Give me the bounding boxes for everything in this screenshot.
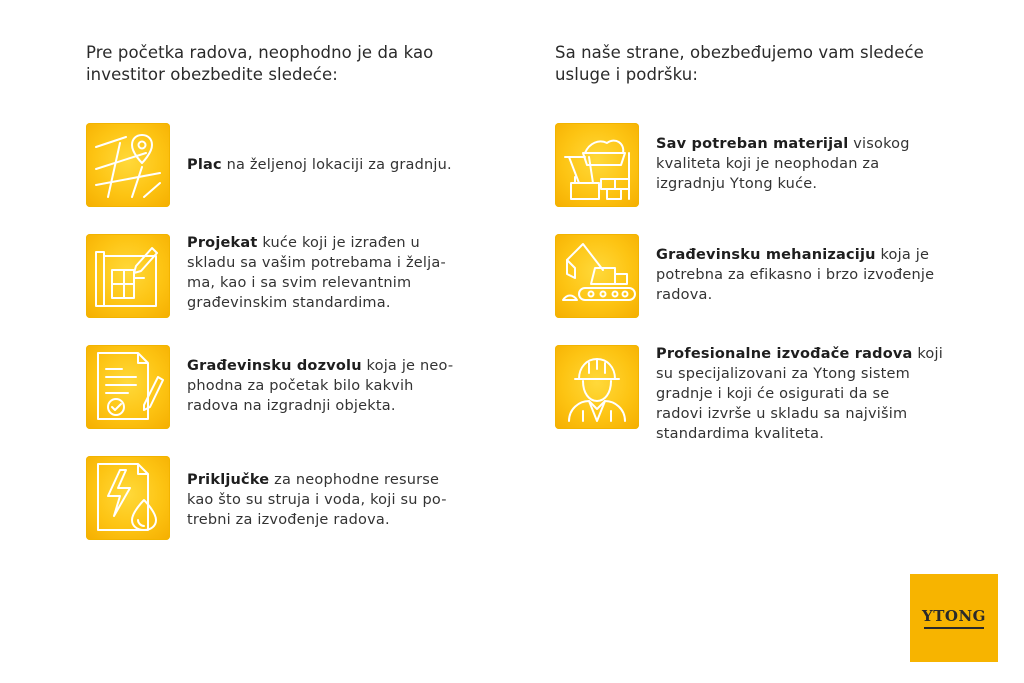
item-line: izgradnju Ytong kuće. xyxy=(656,176,818,192)
permit-document-icon xyxy=(86,345,170,429)
item-line: su specijalizovani za Ytong sistem xyxy=(656,366,910,382)
item-bold: Građevinsku mehanizaciju xyxy=(656,247,876,263)
item-bold: Plac xyxy=(187,157,222,173)
item-text xyxy=(656,245,934,305)
item-line: ma, kao i sa svim relevantnim xyxy=(187,275,412,291)
item-text xyxy=(187,233,446,313)
item-line: radova. xyxy=(656,287,713,303)
item-bold: Projekat xyxy=(187,235,258,251)
item-line: radova na izgradnji objekta. xyxy=(187,398,396,414)
item-bold: Građevinsku dozvolu xyxy=(187,358,362,374)
item-rest: koja je neo- xyxy=(361,358,454,374)
right-heading xyxy=(555,42,924,86)
item-bold: Profesionalne izvođače radova xyxy=(656,346,913,362)
excavator-icon xyxy=(555,234,639,318)
item-bold: Sav potreban materijal xyxy=(656,136,849,152)
blueprint-icon xyxy=(86,234,170,318)
item-text xyxy=(187,155,452,175)
left-heading xyxy=(86,42,433,86)
item-line: trebni za izvođenje radova. xyxy=(187,512,390,528)
item-line: gradnje i koji će osigurati da se xyxy=(656,386,890,402)
item-rest: kuće koji je izrađen u xyxy=(257,235,420,251)
item-rest: koja je xyxy=(875,247,930,263)
logo-text: YTONG xyxy=(922,607,986,625)
building-materials-icon xyxy=(555,123,639,207)
right-heading-line-1: Sa naše strane, obezbeđujemo vam sledeće xyxy=(555,43,924,62)
item-rest: na željenoj lokaciji za gradnju. xyxy=(221,157,452,173)
item-text xyxy=(187,356,453,416)
item-bold: Priključke xyxy=(187,472,270,488)
electricity-water-icon xyxy=(86,456,170,540)
item-line: phodna za početak bilo kakvih xyxy=(187,378,414,394)
item-line: kvaliteta koji je neophodan za xyxy=(656,156,880,172)
left-heading-line-1: Pre početka radova, neophodno je da kao xyxy=(86,43,434,62)
ytong-logo xyxy=(910,574,998,662)
map-pin-icon xyxy=(86,123,170,207)
item-line: radovi izvrše u skladu sa najvišim xyxy=(656,406,908,422)
item-text xyxy=(656,344,943,444)
item-text xyxy=(656,134,910,194)
logo-underline xyxy=(924,627,984,629)
item-line: kao što su struja i voda, koji su po- xyxy=(187,492,447,508)
item-text xyxy=(187,470,447,530)
construction-worker-icon xyxy=(555,345,639,429)
item-line: potrebna za efikasno i brzo izvođenje xyxy=(656,267,935,283)
item-rest: visokog xyxy=(848,136,910,152)
item-rest: koji xyxy=(912,346,943,362)
item-line: standardima kvaliteta. xyxy=(656,426,825,442)
item-line: građevinskim standardima. xyxy=(187,295,391,311)
right-heading-line-2: usluge i podršku: xyxy=(555,65,698,84)
item-rest: za neophodne resurse xyxy=(269,472,440,488)
item-line: skladu sa vašim potrebama i želja- xyxy=(187,255,446,271)
left-heading-line-2: investitor obezbedite sledeće: xyxy=(86,65,338,84)
